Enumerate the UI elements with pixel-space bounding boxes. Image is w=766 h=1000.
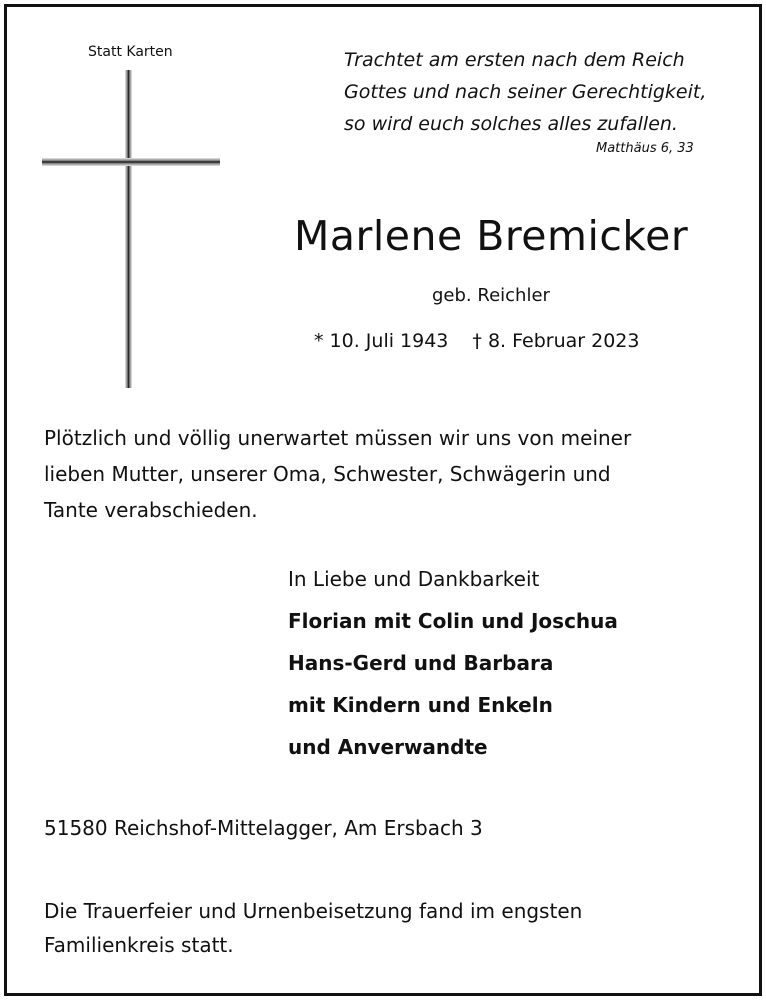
message-line: lieben Mutter, unserer Oma, Schwester, Schwägerin und	[44, 462, 611, 486]
address: 51580 Reichshof-Mittelagger, Am Ersbach 3	[44, 816, 483, 840]
cross-horizontal-bar	[42, 158, 220, 166]
farewell-message	[44, 420, 631, 528]
signature-name: Hans-Gerd und Barbara	[288, 651, 554, 675]
signature-name: mit Kindern und Enkeln	[288, 693, 553, 717]
signature-name: und Anverwandte	[288, 735, 488, 759]
signature-name: Florian mit Colin und Joschua	[288, 609, 618, 633]
verse-reference: Matthäus 6, 33	[596, 141, 694, 156]
verse-line: Gottes und nach seiner Gerechtigkeit,	[344, 81, 707, 103]
life-dates	[314, 330, 639, 352]
message-line: Plötzlich und völlig unerwartet müssen wir uns von meiner	[44, 426, 632, 450]
birth-name: geb. Reichler	[432, 285, 550, 306]
verse-line: Trachtet am ersten nach dem Reich	[344, 49, 685, 71]
funeral-notice	[44, 894, 582, 962]
cross-vertical-bar	[125, 70, 132, 388]
birth-date: * 10. Juli 1943	[314, 330, 449, 352]
notice-line: Die Trauerfeier und Urnenbeisetzung fand im engsten	[44, 899, 583, 923]
deceased-name: Marlene Bremicker	[294, 212, 689, 260]
signature-intro: In Liebe und Dankbarkeit	[288, 567, 540, 591]
verse-line: so wird euch solches alles zufallen.	[344, 113, 678, 135]
message-line: Tante verabschieden.	[44, 498, 258, 522]
bible-verse	[344, 44, 706, 140]
death-date: † 8. Februar 2023	[472, 330, 640, 352]
statt-karten-label: Statt Karten	[88, 44, 173, 60]
signature-block	[288, 558, 618, 768]
notice-line: Familienkreis statt.	[44, 933, 234, 957]
